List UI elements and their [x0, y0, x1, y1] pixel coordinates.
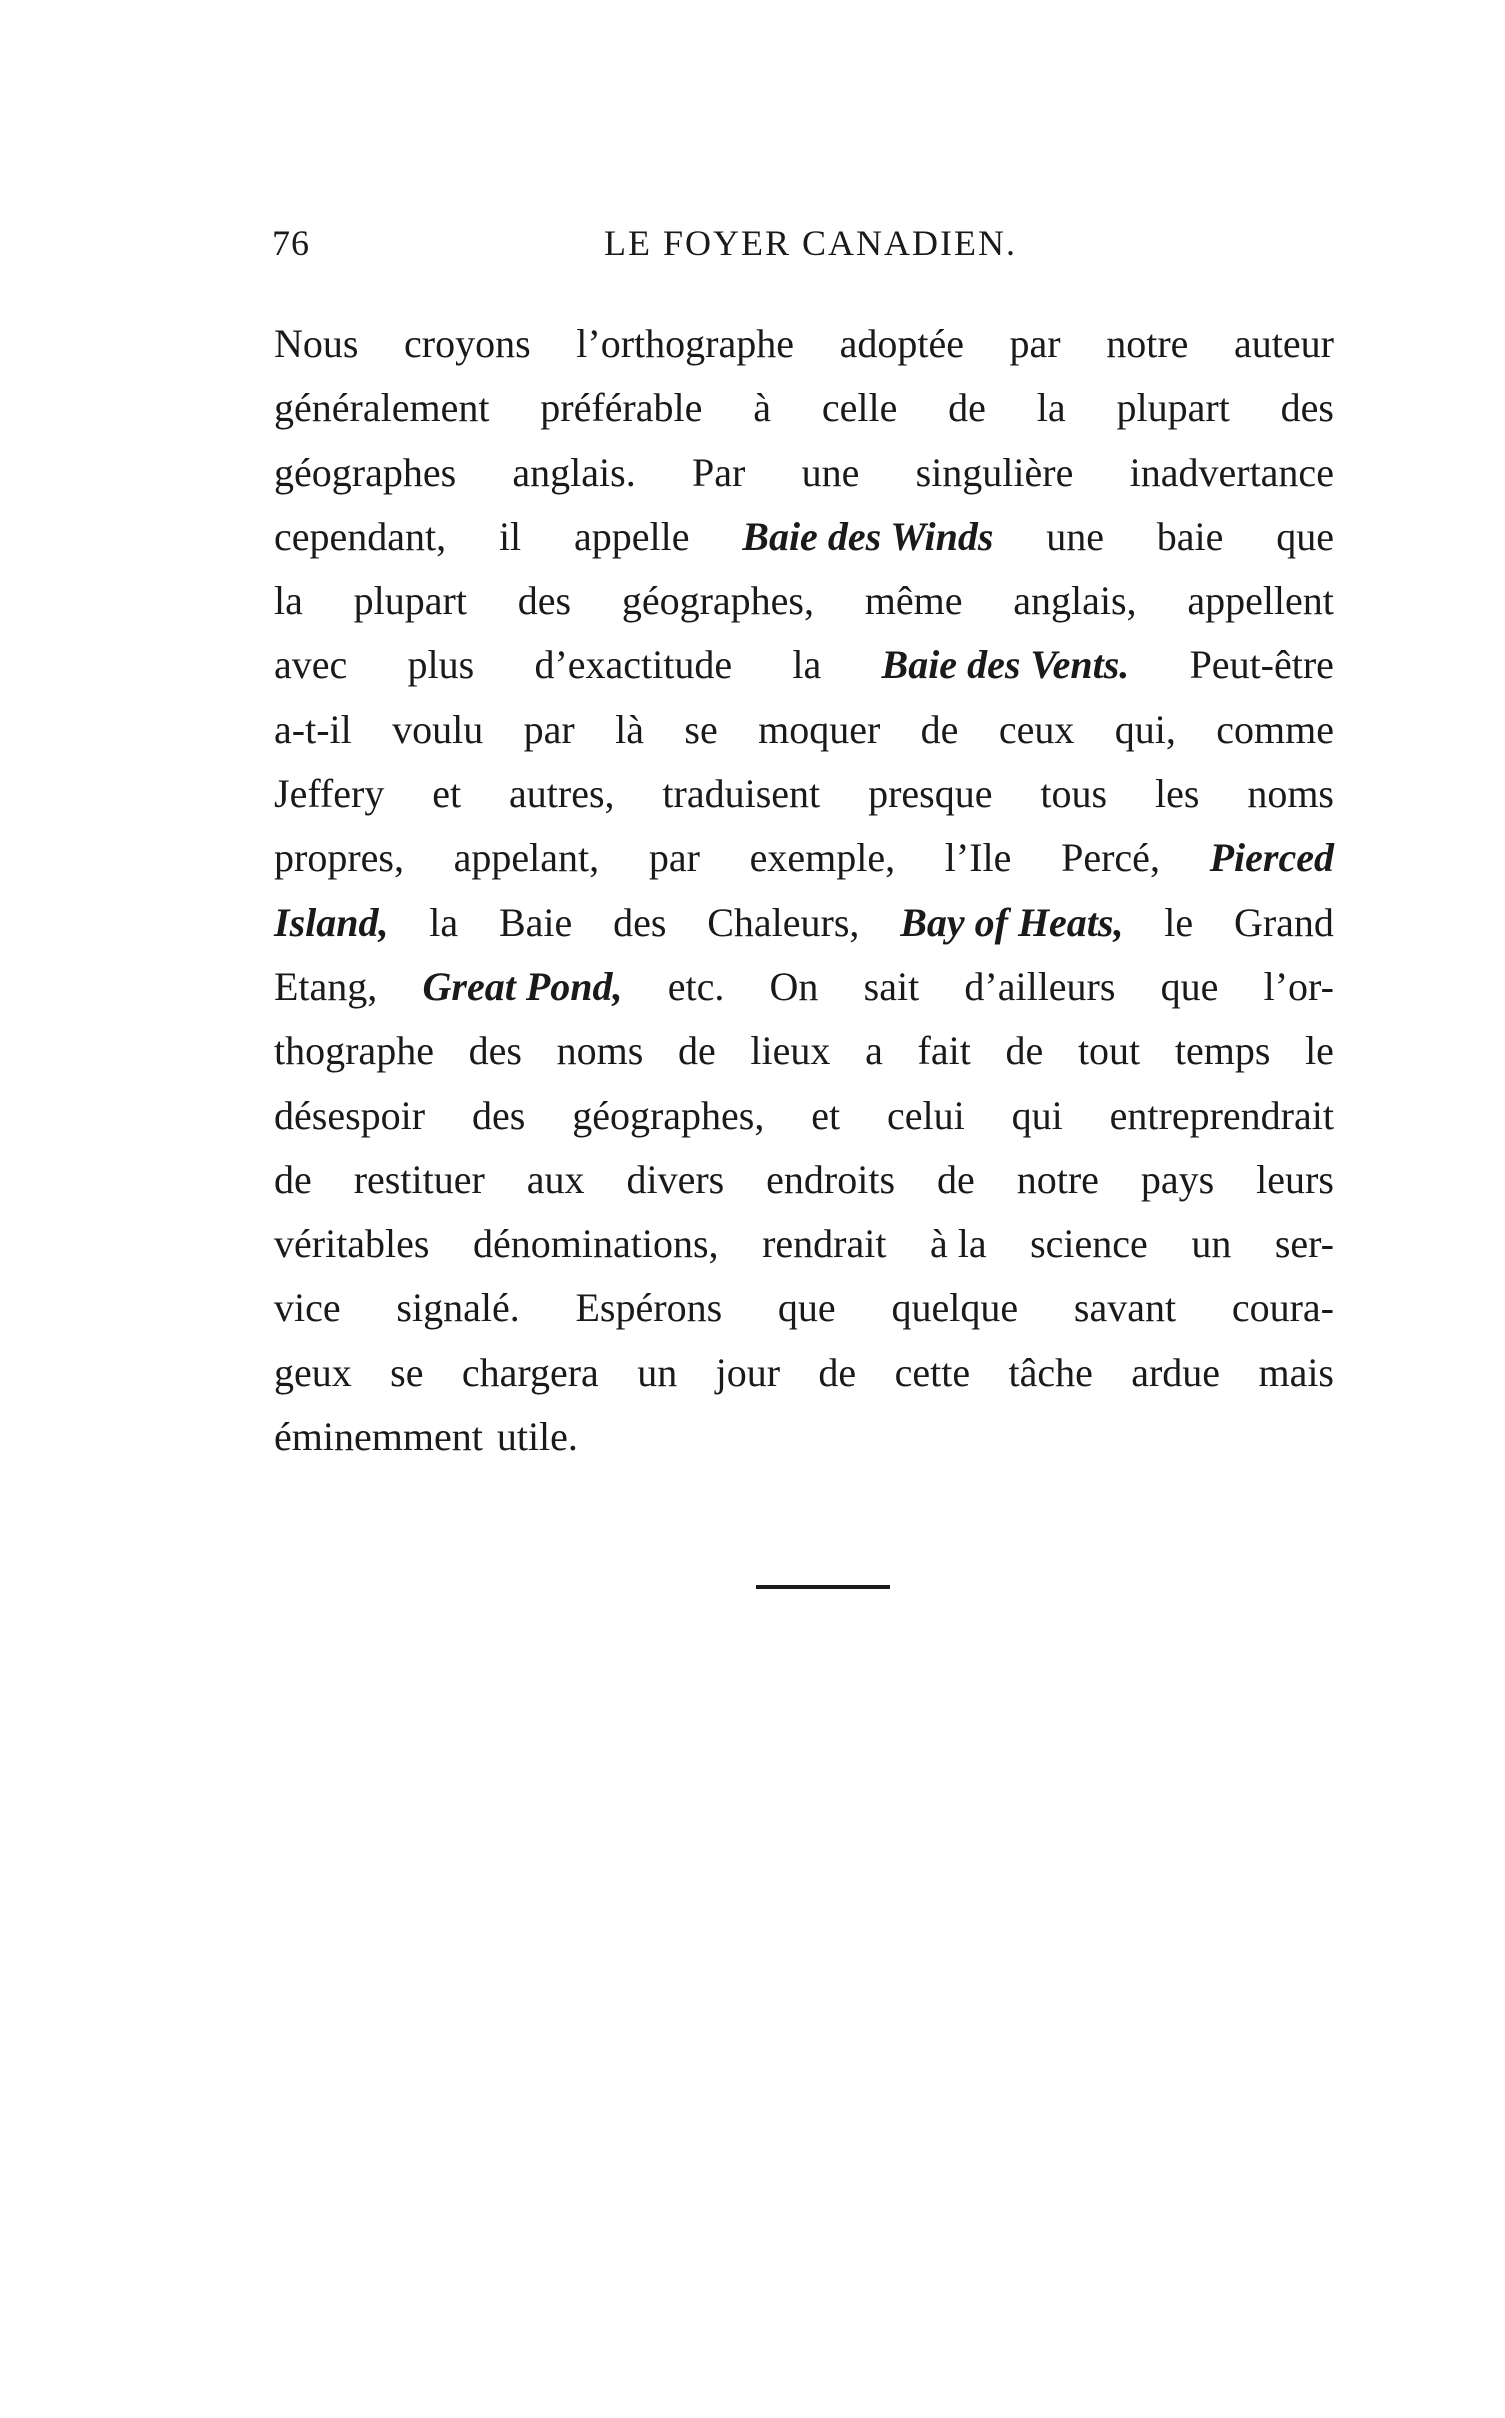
word: des: [471, 1092, 526, 1138]
word: Baie des Vents.: [881, 642, 1130, 688]
word: à la: [929, 1221, 987, 1267]
word: comme: [1216, 706, 1334, 752]
word: appellent: [1187, 578, 1334, 624]
word: Pierced: [1209, 835, 1334, 881]
word: la: [429, 899, 459, 945]
word: utile.: [496, 1414, 578, 1460]
word: ardue: [1131, 1349, 1221, 1395]
text-line: [274, 1341, 1334, 1405]
word: notre: [1016, 1156, 1099, 1202]
word: cette: [894, 1349, 971, 1395]
word: tous: [1040, 771, 1108, 817]
text-line: [274, 826, 1334, 890]
word: tâche: [1008, 1349, 1093, 1395]
word: ceux: [998, 706, 1075, 752]
word: Nous: [274, 321, 359, 366]
word: l’or-: [1263, 963, 1334, 1009]
text-line: [274, 1405, 1334, 1469]
word: des: [468, 1028, 522, 1074]
text-line: [274, 505, 1334, 569]
word: plupart: [1116, 385, 1230, 431]
word: par: [1009, 321, 1061, 366]
page-number: 76: [272, 223, 310, 263]
word: jour: [715, 1349, 781, 1395]
word: Percé,: [1061, 835, 1160, 881]
text-line: [274, 376, 1334, 440]
word: Peut-être: [1189, 642, 1334, 688]
word: plus: [407, 642, 475, 688]
word: Chaleurs,: [707, 899, 860, 945]
word: géographes,: [572, 1092, 765, 1138]
text-line: [274, 569, 1334, 633]
word: Espérons: [575, 1285, 723, 1331]
word: plupart: [353, 578, 467, 624]
word: des: [517, 578, 572, 624]
word: signalé.: [396, 1285, 520, 1331]
word: la: [792, 642, 822, 688]
word: appelant,: [453, 835, 600, 881]
word: cependant,: [274, 513, 447, 559]
word: celui: [887, 1092, 965, 1138]
word: que: [1276, 513, 1334, 559]
word: autres,: [509, 771, 615, 817]
word: de: [818, 1349, 857, 1395]
word: science: [1030, 1221, 1148, 1267]
word: rendrait: [762, 1221, 887, 1267]
word: et: [811, 1092, 841, 1138]
word: noms: [556, 1028, 644, 1074]
word: désespoir: [274, 1092, 426, 1138]
word: mais: [1258, 1349, 1334, 1395]
word: propres,: [274, 835, 404, 881]
word: croyons: [404, 321, 531, 366]
word: et: [432, 771, 462, 817]
word: chargera: [461, 1349, 599, 1395]
word: un: [1191, 1221, 1232, 1267]
word: géographes: [274, 449, 457, 495]
word: anglais,: [1013, 578, 1137, 624]
word: savant: [1073, 1285, 1177, 1331]
text-line: [274, 441, 1334, 505]
word: Grand: [1233, 899, 1334, 945]
word: sait: [863, 963, 920, 1009]
word: un: [637, 1349, 678, 1395]
word: presque: [868, 771, 993, 817]
word: Baie: [498, 899, 573, 945]
word: temps: [1174, 1028, 1271, 1074]
word: baie: [1156, 513, 1224, 559]
text-line: [274, 633, 1334, 697]
word: inadvertance: [1129, 449, 1334, 495]
word: de: [937, 1156, 975, 1202]
word: a-t-il: [274, 706, 352, 752]
word: pays: [1140, 1156, 1215, 1202]
word: le: [1164, 899, 1194, 945]
word: aux: [526, 1156, 585, 1202]
word: moquer: [758, 706, 881, 752]
text-line: [274, 1084, 1334, 1148]
word: des: [613, 899, 667, 945]
text-line: [274, 1212, 1334, 1276]
word: des: [1280, 385, 1334, 431]
text-line: [274, 1276, 1334, 1340]
word: avec: [274, 642, 348, 688]
word: restituer: [353, 1156, 485, 1202]
word: lieux: [750, 1028, 831, 1074]
word: leurs: [1256, 1156, 1334, 1202]
text-line: [274, 312, 1334, 376]
word: etc.: [667, 963, 725, 1009]
word: anglais.: [512, 449, 636, 495]
word: Baie des Winds: [742, 513, 994, 559]
word: d’exactitude: [534, 642, 733, 688]
word: il: [498, 513, 522, 559]
word: fait: [917, 1028, 971, 1074]
word: endroits: [766, 1156, 896, 1202]
word: généralement: [274, 385, 490, 431]
word: à: [753, 385, 771, 431]
section-separator-rule: [756, 1585, 890, 1589]
word: la: [1036, 385, 1066, 431]
text-line: [274, 762, 1334, 826]
word: appelle: [573, 513, 690, 559]
text-line: [274, 955, 1334, 1019]
word: quelque: [891, 1285, 1019, 1331]
word: une: [801, 449, 860, 495]
word: Great Pond,: [422, 963, 623, 1009]
page-header: [272, 222, 1362, 282]
word: de: [1005, 1028, 1044, 1074]
word: qui,: [1114, 706, 1176, 752]
word: ser-: [1274, 1221, 1334, 1267]
word: geux: [274, 1349, 352, 1395]
text-line: [274, 891, 1334, 955]
word: se: [684, 706, 718, 752]
word: singulière: [915, 449, 1074, 495]
word: par: [523, 706, 575, 752]
word: de: [677, 1028, 716, 1074]
word: celle: [821, 385, 898, 431]
word: la: [274, 578, 303, 624]
word: thographe: [274, 1028, 434, 1074]
word: de: [274, 1156, 312, 1202]
word: d’ailleurs: [964, 963, 1116, 1009]
word: Etang,: [274, 963, 378, 1009]
word: les: [1154, 771, 1200, 817]
word: voulu: [392, 706, 484, 752]
word: même: [864, 578, 963, 624]
word: Par: [692, 449, 746, 495]
word: éminemment: [274, 1414, 483, 1460]
text-line: [274, 1019, 1334, 1083]
word: a: [865, 1028, 883, 1074]
word: le: [1305, 1028, 1334, 1074]
word: dénominations,: [473, 1221, 719, 1267]
word: exemple,: [749, 835, 896, 881]
word: là: [615, 706, 644, 752]
word: qui: [1011, 1092, 1063, 1138]
word: se: [390, 1349, 424, 1395]
word: noms: [1247, 771, 1334, 817]
word: l’Ile: [944, 835, 1012, 881]
body-paragraph: [274, 312, 1334, 1469]
word: géographes,: [621, 578, 814, 624]
word: coura-: [1231, 1285, 1334, 1331]
word: entreprendrait: [1109, 1092, 1334, 1138]
word: vice: [274, 1285, 341, 1331]
word: que: [777, 1285, 836, 1331]
word: divers: [626, 1156, 725, 1202]
word: Island,: [274, 899, 389, 945]
text-line: [274, 698, 1334, 762]
word: de: [948, 385, 986, 431]
word: Bay of Heats,: [900, 899, 1124, 945]
word: de: [920, 706, 959, 752]
word: Jeffery: [274, 771, 385, 817]
word: véritables: [274, 1221, 430, 1267]
text-line: [274, 1148, 1334, 1212]
word: notre: [1106, 321, 1189, 366]
running-title: LE FOYER CANADIEN.: [604, 223, 1017, 263]
word: adoptée: [839, 321, 964, 366]
word: préférable: [540, 385, 703, 431]
word: une: [1046, 513, 1104, 559]
word: par: [648, 835, 700, 881]
word: tout: [1077, 1028, 1141, 1074]
word: que: [1160, 963, 1219, 1009]
word: On: [769, 963, 819, 1009]
word: traduisent: [662, 771, 821, 817]
word: auteur: [1234, 321, 1334, 366]
word: l’orthographe: [576, 321, 794, 366]
